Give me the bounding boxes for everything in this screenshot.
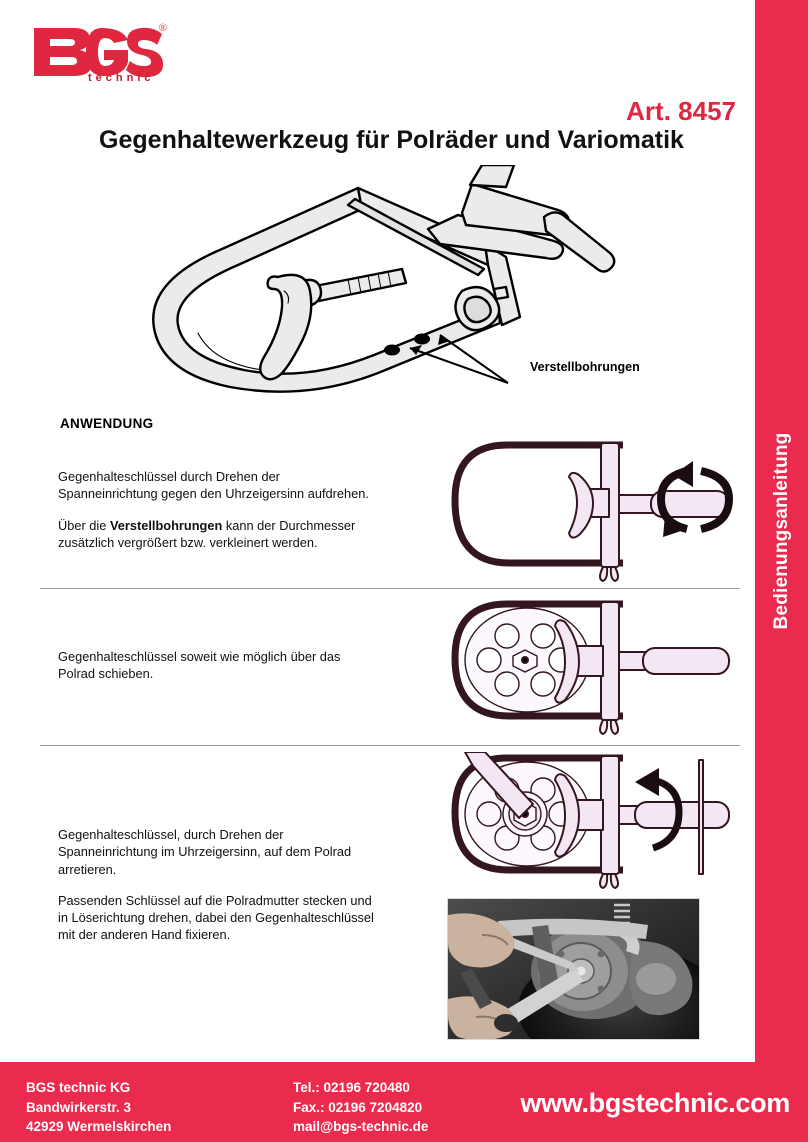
article-number: Art. 8457 [626,96,736,126]
section-heading-anwendung: ANWENDUNG [60,416,154,431]
step-2-line-2: Polrad schieben. [58,666,154,682]
side-tab [755,0,808,1062]
footer-contact [293,1078,428,1137]
divider-2 [40,745,740,746]
scooter-photo-graphic [448,899,700,1040]
step-1-bold-term: Verstellbohrungen [109,517,223,533]
step-4-line-2: in Löserichtung drehen, dabei den Gegenhalteschlüssel [58,910,374,926]
page-title: Gegenhaltewerkzeug für Polräder und Variomatik [99,126,684,154]
footer-city: 42929 Wermelskirchen [26,1119,172,1135]
step-1-line-3b: kann der Durchmesser [222,517,356,533]
figure-step-3 [447,752,757,892]
hole-1 [384,345,400,356]
step-1-line-4: zusätzlich vergrößert bzw. verkleinert werden. [58,534,318,550]
step-3-line-3: arretieren. [58,861,117,877]
logo-subtext: technic [88,72,155,84]
step-1-line-3a: Über die [58,517,110,533]
registered-mark: ® [158,22,167,34]
figure-step-1 [447,437,747,585]
step-4-line-1: Passenden Schlüssel auf die Polradmutter stecken und [58,892,372,908]
step-1-line-1: Gegenhalteschlüssel durch Drehen der [58,469,280,484]
footer-address [26,1078,171,1137]
step-3-line-2: Spanneinrichtung im Uhrzeigersinn, auf dem Polrad [58,844,352,860]
footer-fax: Fax.: 02196 7204820 [293,1099,423,1115]
application-photo [447,898,700,1040]
step-4-line-3: mit der anderen Hand fixieren. [58,927,231,943]
step-3-line-1: Gegenhalteschlüssel, durch Drehen der [58,827,284,842]
figure-step-2 [447,598,747,738]
divider-1 [40,588,740,589]
step-2-line-1: Gegenhalteschlüssel soweit wie möglich über das [58,649,341,664]
bgs-logo [30,20,165,90]
step-1-line-2: Spanneinrichtung gegen den Uhrzeigersinn aufdrehen. [58,486,369,502]
footer-mail[interactable]: mail@bgs-technic.de [293,1119,429,1135]
footer-street: Bandwirkerstr. 3 [26,1099,132,1115]
hole-2 [414,334,430,345]
footer-tel: Tel.: 02196 720480 [293,1080,410,1095]
footer-website-link[interactable]: www.bgstechnic.com [520,1088,790,1118]
callout-label-verstellbohrungen: Verstellbohrungen [530,360,640,374]
footer [0,1062,808,1142]
side-tab-label: Bedienungsanleitung [770,432,792,630]
footer-company: BGS technic KG [26,1080,131,1095]
